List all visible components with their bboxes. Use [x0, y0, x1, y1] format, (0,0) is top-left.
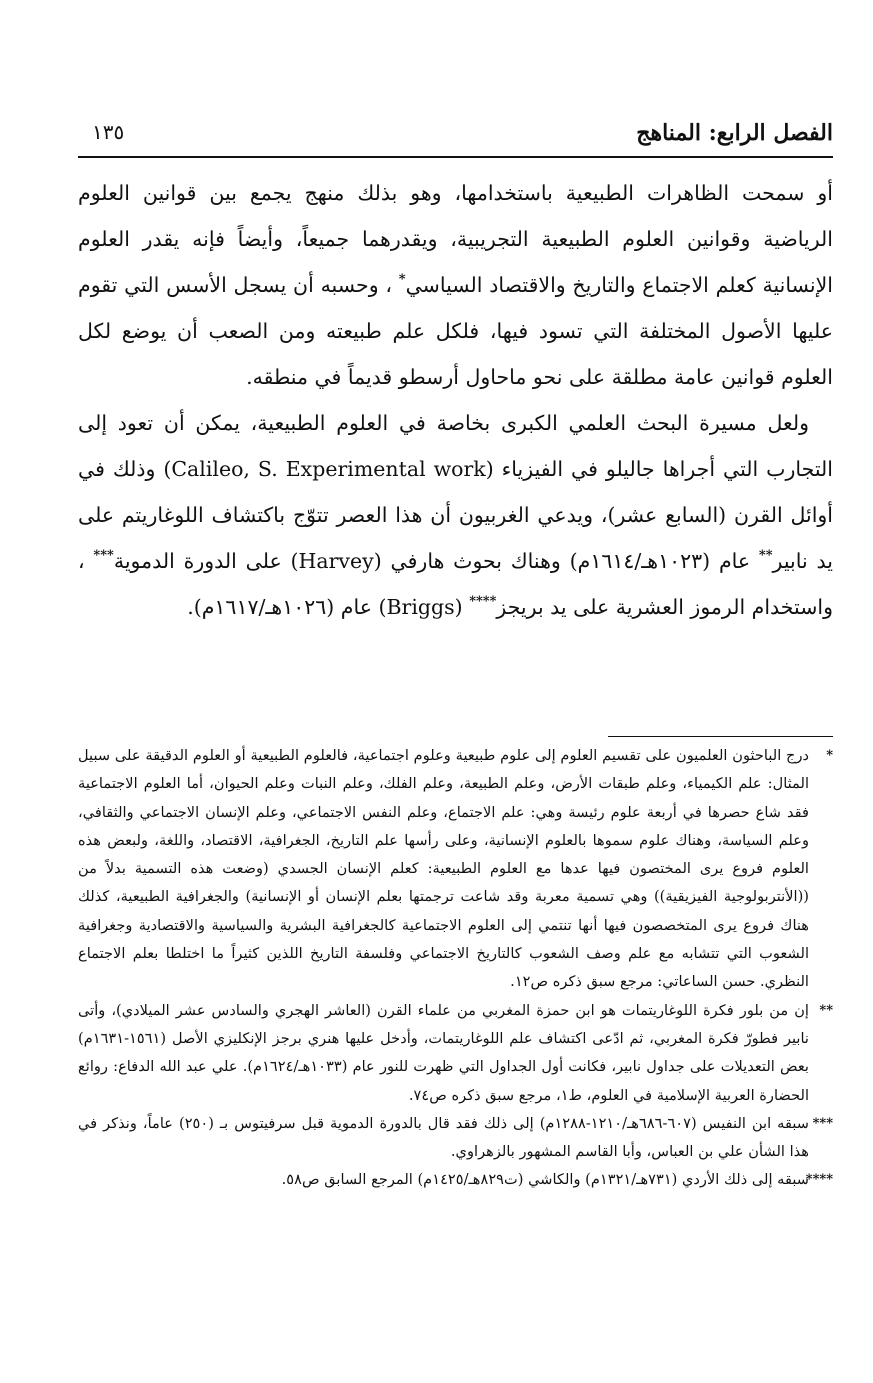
footnote-4-text: سبقه إلى ذلك الأردي (٧٣١هـ/١٣٢١م) والكاشي (ت٨٢٩هـ/١٤٢٥م) المرجع السابق ص٥٨. [281, 1171, 809, 1189]
paragraph-1-text: أو سمحت الظاهرات الطبيعية باستخدامها، وهو بذلك منهج يجمع بين قوانين العلوم الرياضية وقوانين العلوم الطبيعية التجريبية، ويقدرهما جميعاً، وأيضاً فإنه يقدر العلوم الإنسانية كعلم الاجتماع والتاريخ والاقتصاد السياسي [78, 181, 833, 297]
latin-reference-harvey: (Harvey) [290, 549, 382, 573]
header-rule [78, 156, 833, 158]
footnote-1 [78, 742, 833, 997]
footnote-2 [78, 997, 833, 1110]
paragraph-2-part-c: عام (١٠٢٣هـ/١٦١٤م) وهناك بحوث هارفي [390, 549, 751, 573]
footnote-ref-4: **** [469, 594, 497, 609]
chapter-title: الفصل الرابع: المناهج [636, 120, 833, 146]
paragraph-1 [78, 170, 833, 400]
paragraph-2-part-b: وذلك في أوائل القرن (السابع عشر)، ويدعي الغربيون أن هذا العصر تتوّج باكتشاف اللوغاريتم على يد نابير [78, 457, 833, 573]
latin-reference-galileo: (Calileo, S. Experimental work) [163, 457, 494, 481]
footnote-3-text: سبقه ابن النفيس (٦٠٧-٦٨٦هـ/١٢١٠-١٢٨٨م) إلى ذلك فقد قال بالدورة الدموية قبل سرفيتوس بـ (٢٥٠) عاماً، ونذكر في هذا الشأن علي بن العباس، وأبا القاسم المشهور بالزهراوي. [78, 1114, 809, 1161]
footnote-2-mark: ** [819, 1002, 833, 1018]
footnote-1-mark: * [826, 748, 833, 763]
page-number: ١٣٥ [92, 120, 125, 144]
footnote-4-mark: **** [805, 1172, 833, 1188]
footnote-2-text: إن من بلور فكرة اللوغاريتمات هو ابن حمزة المغربي من علماء القرن (العاشر الهجري والسادس عشر الميلادي)، وأتى نابير فطورّ فكرة المغربي، ثم ادّعى اكتشاف علم اللوغاريتمات، وأدخل عليها هنري برجز الإنكليزي الأصل (١٥٦١-١٦٣١م) بعض التعديلات على جداول نابير، فكانت أول الجداول التي ظهرت للنور عام (١٠٣٣هـ/١٦٢٤م). علي عبد الله الدفاع: روائع الحضارة العربية الإسلامية في العلوم، ط١، مرجع سبق ذكره ص٧٤. [78, 1001, 809, 1104]
paragraph-2-part-d: على الدورة الدموية [113, 549, 282, 573]
footnote-1-text: درج الباحثون العلميون على تقسيم العلوم إلى علوم طبيعية وعلوم اجتماعية، فالعلوم الطبيعية أو العلوم الدقيقة على سبيل المثال: علم الكيمياء، وعلم طبقات الأرض، وعلم الطبيعة، وعلم الفلك، وعلم النبات وعلم الحيوان، أما العلوم الاجتماعية فقد شاع حصرها في أربعة علوم رئيسة وهي: علم الاجتماع، وعلم النفس الاجتماعي، وعلم الإنسان الاجتماعي والثقافي، وعلم السياسة، وهناك علوم سموها بالعلوم الإنسانية، وعلى رأسها علم التاريخ، الجغرافية، الاقتصاد، واللغة، ولبعض هذه العلوم فروع يرى المختصون فيها عدها مع العلوم الطبيعية: كعلم الإنسان الجسدي (وضعت هذه التسمية بدلاً من ((الأنتربولوجية الفيزيقية)) وهي تسمية معربة وقد شاعت ترجمتها بعلم الإنسان أو الإنسانية) والجغرافية الطبيعية، كذلك هناك فروع يرى المتخصصون فيها أنها تنتمي إلى العلوم الاجتماعية كالجغرافية البشرية والسياسية والاقتصادية وجغرافية الشعوب التي تتشابه مع علم وصف الشعوب كالتاريخ الاجتماعي وفلسفة التاريخ اللذين كثيراً ما اختلطا بعلم الاجتماع النظري. حسن الساعاتي: مرجع سبق ذكره ص١٢. [78, 747, 809, 991]
footnote-separator [608, 736, 833, 737]
main-text [78, 170, 833, 630]
footnote-ref-2: ** [758, 548, 773, 563]
footnotes [78, 742, 833, 1195]
footnote-3-mark: *** [812, 1115, 833, 1131]
paragraph-1-continued: ، وحسبه أن يسجل الأسس التي تقوم عليها الأصول المختلفة التي تسود فيها، فلكل علم طبيعته ومن الصعب أن يوضع لكل العلوم قوانين عامة مطلقة على نحو ماحاول أرسطو قديماً في منطقه. [78, 273, 833, 389]
paragraph-2 [78, 400, 833, 630]
paragraph-2-part-f: عام (١٠٢٦هـ/١٦١٧م). [187, 595, 372, 619]
footnote-3 [78, 1110, 833, 1167]
running-header [78, 118, 833, 152]
footnote-ref-1: * [398, 272, 406, 287]
paragraph-2-part-e: ، واستخدام الرموز العشرية على يد بريجز [78, 549, 833, 619]
footnote-ref-3: *** [93, 548, 114, 563]
footnote-4 [78, 1166, 833, 1194]
book-page [78, 0, 833, 1383]
paragraph-2-part-a: ولعل مسيرة البحث العلمي الكبرى بخاصة في العلوم الطبيعية، يمكن أن تعود إلى التجارب التي أجراها جاليلو في الفيزياء [78, 411, 833, 481]
latin-reference-briggs: (Briggs) [378, 595, 463, 619]
